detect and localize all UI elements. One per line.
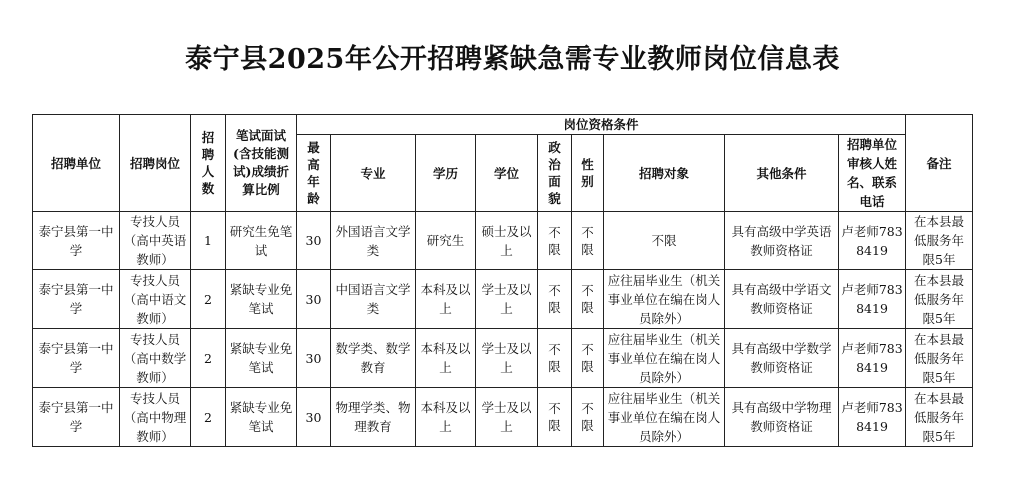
cell-other: 具有高级中学物理教师资格证: [725, 388, 839, 447]
cell-contact: 卢老师7838419: [839, 329, 906, 388]
cell-target: 应往届毕业生（机关事业单位在编在岗人员除外）: [604, 329, 725, 388]
header-remarks: 备注: [906, 115, 973, 212]
header-gender: 性别: [572, 135, 604, 212]
cell-unit: 泰宁县第一中学: [33, 388, 120, 447]
cell-politics: 不限: [538, 270, 572, 329]
cell-degree: 硕士及以上: [476, 212, 538, 270]
cell-position: 专技人员（高中英语教师）: [120, 212, 191, 270]
cell-politics: 不限: [538, 329, 572, 388]
cell-count: 2: [191, 270, 226, 329]
cell-remarks: 在本县最低服务年限5年: [906, 270, 973, 329]
cell-gender: 不限: [572, 212, 604, 270]
cell-gender: 不限: [572, 388, 604, 447]
table-row: [33, 329, 973, 388]
header-position: 招聘岗位: [120, 115, 191, 212]
cell-gender: 不限: [572, 329, 604, 388]
cell-position: 专技人员（高中数学教师）: [120, 329, 191, 388]
header-target: 招聘对象: [604, 135, 725, 212]
header-politics: 政治面貌: [538, 135, 572, 212]
cell-contact: 卢老师7838419: [839, 212, 906, 270]
cell-degree: 学士及以上: [476, 388, 538, 447]
cell-politics: 不限: [538, 388, 572, 447]
table-row: [33, 212, 973, 270]
cell-position: 专技人员（高中语文教师）: [120, 270, 191, 329]
cell-major: 中国语言文学类: [331, 270, 416, 329]
cell-degree: 学士及以上: [476, 329, 538, 388]
cell-contact: 卢老师7838419: [839, 388, 906, 447]
table-row: [33, 270, 973, 329]
cell-age: 30: [297, 388, 331, 447]
cell-other: 具有高级中学语文教师资格证: [725, 270, 839, 329]
cell-ratio: 紧缺专业免笔试: [226, 270, 297, 329]
cell-age: 30: [297, 212, 331, 270]
cell-gender: 不限: [572, 270, 604, 329]
header-unit: 招聘单位: [33, 115, 120, 212]
cell-remarks: 在本县最低服务年限5年: [906, 388, 973, 447]
cell-major: 数学类、数学教育: [331, 329, 416, 388]
cell-target: 应往届毕业生（机关事业单位在编在岗人员除外）: [604, 270, 725, 329]
cell-unit: 泰宁县第一中学: [33, 329, 120, 388]
header-qualifications: 岗位资格条件: [297, 115, 906, 135]
cell-age: 30: [297, 329, 331, 388]
page-title: 泰宁县2025年公开招聘紧缺急需专业教师岗位信息表: [185, 44, 840, 75]
cell-major: 外国语言文学类: [331, 212, 416, 270]
cell-contact: 卢老师7838419: [839, 270, 906, 329]
header-ratio: 笔试面试(含技能测试)成绩折算比例: [226, 115, 297, 212]
cell-remarks: 在本县最低服务年限5年: [906, 212, 973, 270]
header-other: 其他条件: [725, 135, 839, 212]
cell-politics: 不限: [538, 212, 572, 270]
cell-education: 研究生: [416, 212, 476, 270]
cell-major: 物理学类、物理教育: [331, 388, 416, 447]
header-education: 学历: [416, 135, 476, 212]
header-contact: 招聘单位审核人姓名、联系电话: [839, 135, 906, 212]
cell-unit: 泰宁县第一中学: [33, 270, 120, 329]
header-major: 专业: [331, 135, 416, 212]
cell-ratio: 紧缺专业免笔试: [226, 329, 297, 388]
cell-ratio: 研究生免笔试: [226, 212, 297, 270]
table-row: [33, 388, 973, 447]
cell-count: 1: [191, 212, 226, 270]
header-degree: 学位: [476, 135, 538, 212]
cell-degree: 学士及以上: [476, 270, 538, 329]
cell-target: 不限: [604, 212, 725, 270]
cell-position: 专技人员（高中物理教师）: [120, 388, 191, 447]
cell-education: 本科及以上: [416, 388, 476, 447]
cell-count: 2: [191, 329, 226, 388]
cell-age: 30: [297, 270, 331, 329]
header-age: 最高年龄: [297, 135, 331, 212]
cell-target: 应往届毕业生（机关事业单位在编在岗人员除外）: [604, 388, 725, 447]
cell-unit: 泰宁县第一中学: [33, 212, 120, 270]
cell-other: 具有高级中学数学教师资格证: [725, 329, 839, 388]
cell-education: 本科及以上: [416, 329, 476, 388]
cell-education: 本科及以上: [416, 270, 476, 329]
cell-other: 具有高级中学英语教师资格证: [725, 212, 839, 270]
cell-count: 2: [191, 388, 226, 447]
job-info-table: [32, 114, 973, 447]
header-count: 招聘人数: [191, 115, 226, 212]
cell-ratio: 紧缺专业免笔试: [226, 388, 297, 447]
cell-remarks: 在本县最低服务年限5年: [906, 329, 973, 388]
